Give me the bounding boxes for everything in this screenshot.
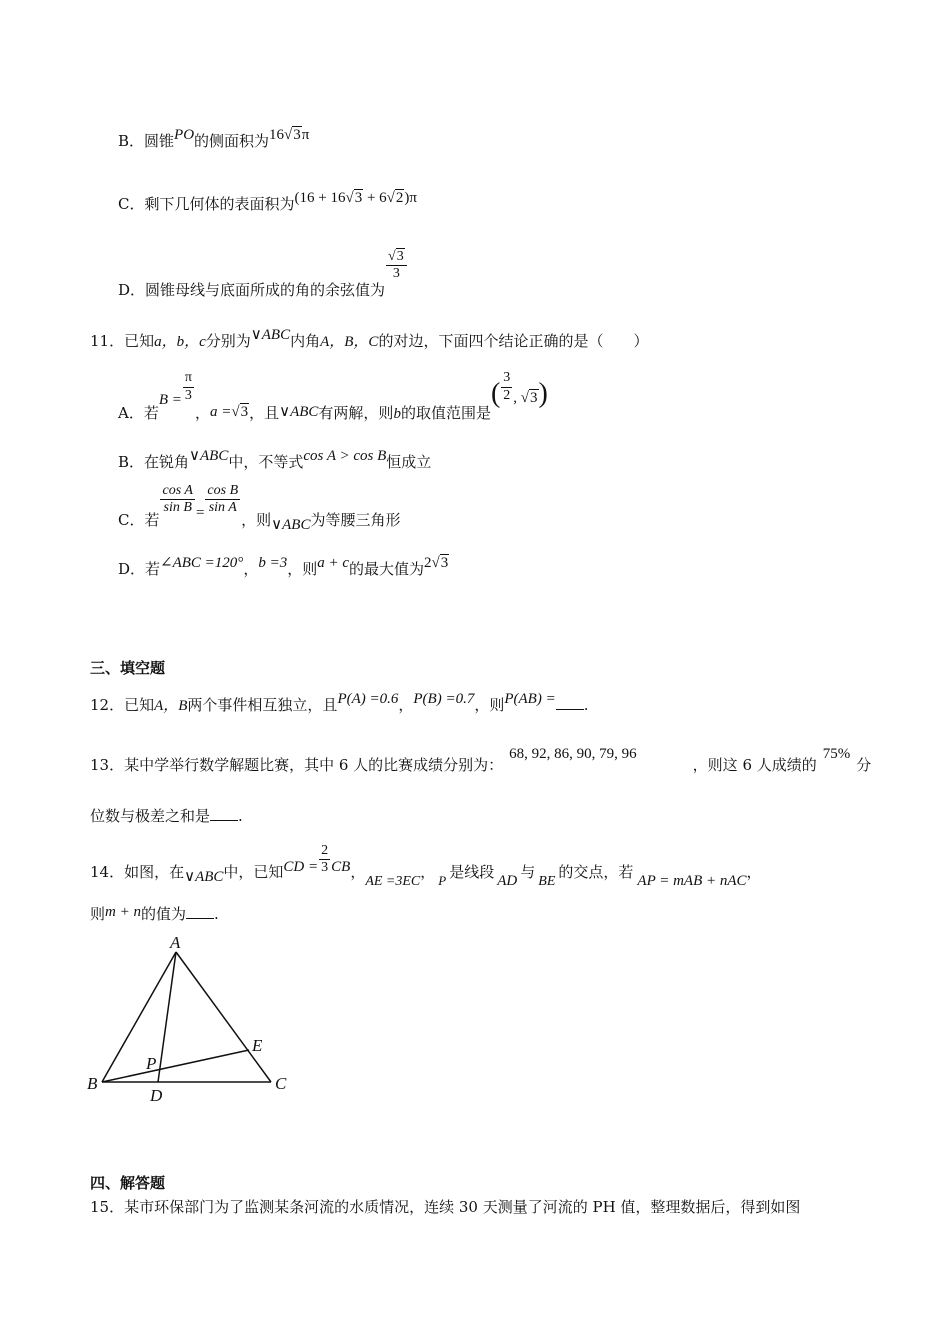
sep: ， bbox=[420, 862, 436, 881]
stem-text: 是线段 bbox=[449, 862, 495, 881]
math-eq: AE =3EC bbox=[365, 873, 421, 889]
stem-text: 分别为 bbox=[205, 332, 251, 350]
option-text: ，则 bbox=[241, 510, 272, 529]
math-interval: , √3 bbox=[513, 390, 538, 406]
math-scores: 68, 92, 86, 90, 79, 96 bbox=[509, 746, 637, 762]
math-eq: B = bbox=[158, 392, 182, 408]
math-fraction: $\frac{√3}{3}$ bbox=[386, 249, 407, 282]
option-label: C．剩下几何体的表面积为 bbox=[118, 195, 295, 213]
option-label: C．若 bbox=[118, 510, 160, 529]
math-fraction: $\frac{\text{cos B}}{\text{sin A}}$ bbox=[207, 483, 239, 516]
math-triangle: ∨ABC bbox=[279, 404, 319, 420]
math-eq: b =3 bbox=[258, 555, 288, 571]
label-a: A bbox=[170, 933, 181, 952]
section-title-solutions: 四、解答题 bbox=[90, 1174, 166, 1192]
math-eq: a =√3 bbox=[209, 404, 249, 420]
stem-text: 的对边，下面四个结论正确的是（ ） bbox=[378, 332, 649, 350]
math-var: P bbox=[438, 872, 447, 888]
math-fraction: $\frac{\text{cos A}}{\text{sin B}}$ bbox=[162, 483, 193, 516]
stem-text: . bbox=[238, 807, 243, 825]
option-text: ，且 bbox=[249, 404, 280, 422]
option-text: 的取值范围是 bbox=[400, 404, 491, 422]
label-p: P bbox=[146, 1054, 157, 1073]
stem-text: 内角 bbox=[290, 332, 321, 350]
stem-text: . bbox=[214, 905, 219, 923]
option-text: 的最大值为 bbox=[349, 560, 425, 578]
option-label: B．在锐角 bbox=[118, 453, 190, 471]
math-ineq: cos A > cos B bbox=[303, 448, 387, 464]
math-triangle: ∨ABC bbox=[189, 448, 229, 464]
stem-text: 13．某中学举行数学解题比赛，其中 6 人的比赛成绩分别为： bbox=[90, 756, 504, 774]
option-text: 为等腰三角形 bbox=[310, 510, 401, 529]
section-title-fill-in: 三、填空题 bbox=[90, 659, 166, 677]
stem-text: . bbox=[583, 696, 589, 714]
stem-text: ，则这 6 人成绩的 bbox=[692, 756, 817, 774]
math-prob-a: P(A) =0.6 bbox=[337, 691, 399, 707]
math-percent: 75% bbox=[822, 746, 851, 762]
option-text: 有两解，则 bbox=[318, 404, 394, 422]
math-var: AD bbox=[497, 872, 518, 889]
stem-text: 的值为 bbox=[140, 905, 186, 923]
math-eq: = bbox=[195, 504, 205, 521]
option-text: 中，不等式 bbox=[228, 453, 304, 471]
sep: ， bbox=[398, 696, 414, 714]
stem-text: 14．如图，在 bbox=[90, 862, 185, 881]
option-label: A．若 bbox=[118, 404, 159, 422]
stem-text: 位数与极差之和是 bbox=[90, 807, 211, 825]
sep: ， bbox=[350, 862, 366, 881]
math-expression: (16 + 16√3 + 6√2)π bbox=[294, 190, 417, 206]
math-var: A，B bbox=[154, 698, 188, 714]
math-eq: CD = bbox=[283, 858, 319, 875]
stem-text: 则 bbox=[90, 905, 106, 923]
math-triangle: ∨ABC bbox=[271, 516, 311, 533]
math-vector-eq: AP = mAB + nAC bbox=[637, 872, 747, 889]
math-var: CB bbox=[331, 858, 351, 875]
math-sum: a + c bbox=[317, 555, 349, 571]
label-d: D bbox=[150, 1086, 163, 1105]
sep: ， bbox=[746, 862, 762, 881]
math-fraction: $\frac{\pi}{3}$ bbox=[184, 370, 192, 403]
math-interval: ( bbox=[490, 378, 501, 409]
math-value: 2√3 bbox=[424, 555, 449, 571]
segment-ad bbox=[158, 952, 176, 1082]
stem-text: 的交点，若 bbox=[558, 862, 634, 881]
option-text: 的侧面积为 bbox=[194, 132, 270, 150]
stem-text: 中，已知 bbox=[223, 862, 284, 881]
math-var: b bbox=[393, 406, 401, 422]
option-text: 恒成立 bbox=[386, 453, 432, 471]
math-var: BE bbox=[538, 873, 556, 889]
math-prob-b: P(B) =0.7 bbox=[413, 691, 475, 707]
math-interval: ) bbox=[538, 378, 548, 409]
math-fraction: $\frac{3}{2}$ bbox=[503, 370, 511, 403]
math-triangle: ∨ABC bbox=[250, 327, 291, 343]
label-e: E bbox=[252, 1036, 263, 1055]
math-angle: ∠ABC =120° bbox=[160, 555, 244, 571]
sep: ， bbox=[243, 560, 259, 578]
math-sum: m + n bbox=[105, 904, 141, 920]
label-c: C bbox=[275, 1074, 287, 1093]
math-var: a，b，c bbox=[154, 334, 206, 350]
math-triangle: ∨ABC bbox=[184, 868, 224, 885]
math-prob-ab: P(AB) = bbox=[504, 691, 556, 707]
sep: ， bbox=[194, 404, 210, 422]
stem-text: 12．已知 bbox=[90, 696, 155, 714]
stem-text: 与 bbox=[520, 862, 536, 881]
option-label: B．圆锥 bbox=[118, 132, 175, 150]
option-label: D．圆锥母线与底面所成的角的余弦值为 bbox=[118, 280, 386, 299]
label-b: B bbox=[87, 1074, 98, 1093]
stem-text: 两个事件相互独立，且 bbox=[187, 696, 338, 714]
segment-be bbox=[102, 1050, 249, 1082]
option-label: D．若 bbox=[118, 560, 161, 578]
stem-text: 11．已知 bbox=[90, 332, 155, 350]
option-text: ，则 bbox=[287, 560, 318, 578]
math-var: PO bbox=[174, 127, 195, 143]
stem-text: 分 bbox=[856, 756, 872, 774]
math-value: 16√3π bbox=[269, 127, 310, 143]
math-fraction: $\frac{2}{3}$ bbox=[321, 843, 329, 876]
math-var: A，B，C bbox=[320, 334, 379, 350]
stem-text: ，则 bbox=[474, 696, 505, 714]
edge-ab bbox=[102, 952, 176, 1082]
q15: 15．某市环保部门为了监测某条河流的水质情况，连续 30 天测量了河流的 PH 值，整理数据后，得到如图 bbox=[90, 1198, 801, 1216]
